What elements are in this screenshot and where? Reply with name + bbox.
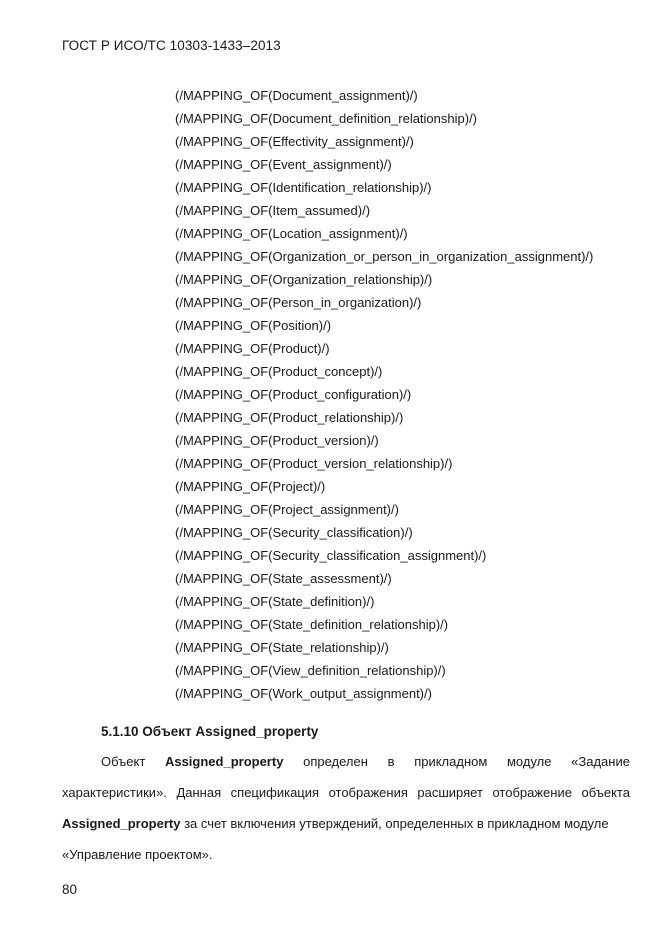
word: расширяет bbox=[417, 785, 483, 800]
mapping-item: (/MAPPING_OF(Product_version_relationship)/) bbox=[175, 456, 453, 471]
word: Объект bbox=[101, 754, 146, 769]
word: модуле bbox=[506, 754, 552, 769]
mapping-item: (/MAPPING_OF(Identification_relationship)/) bbox=[175, 180, 432, 195]
word: спецификация bbox=[230, 785, 320, 800]
word: в bbox=[387, 754, 395, 769]
mapping-item: (/MAPPING_OF(Project)/) bbox=[175, 479, 326, 494]
mapping-item: (/MAPPING_OF(Effectivity_assignment)/) bbox=[175, 134, 414, 149]
paragraph-line-2 bbox=[62, 785, 630, 800]
mapping-item: (/MAPPING_OF(Person_in_organization)/) bbox=[175, 295, 422, 310]
mapping-item: (/MAPPING_OF(Organization_relationship)/) bbox=[175, 272, 433, 287]
mapping-item: (/MAPPING_OF(Product_configuration)/) bbox=[175, 387, 412, 402]
section-heading: 5.1.10 Объект Assigned_property bbox=[101, 724, 319, 739]
paragraph-line-4: «Управление проектом». bbox=[62, 847, 213, 862]
page-header: ГОСТ Р ИСО/ТС 10303-1433–2013 bbox=[62, 38, 281, 53]
word: прикладном bbox=[414, 754, 488, 769]
page-number: 80 bbox=[62, 882, 78, 897]
mapping-item: (/MAPPING_OF(Project_assignment)/) bbox=[175, 502, 399, 517]
mapping-item: (/MAPPING_OF(Event_assignment)/) bbox=[175, 157, 392, 172]
mapping-item: (/MAPPING_OF(Security_classification)/) bbox=[175, 525, 413, 540]
mapping-item: (/MAPPING_OF(Document_assignment)/) bbox=[175, 88, 418, 103]
mapping-item: (/MAPPING_OF(Product_concept)/) bbox=[175, 364, 383, 379]
mapping-item: (/MAPPING_OF(Product_version)/) bbox=[175, 433, 379, 448]
mapping-list bbox=[175, 86, 593, 707]
mapping-item: (/MAPPING_OF(Item_assumed)/) bbox=[175, 203, 371, 218]
mapping-item: (/MAPPING_OF(State_assessment)/) bbox=[175, 571, 392, 586]
word: определен bbox=[303, 754, 368, 769]
mapping-item: (/MAPPING_OF(Organization_or_person_in_organization_assignment)/) bbox=[175, 249, 594, 264]
word: отображения bbox=[328, 785, 408, 800]
word: характеристики». bbox=[62, 785, 167, 800]
word: «Задание bbox=[571, 754, 630, 769]
mapping-item: (/MAPPING_OF(Product_relationship)/) bbox=[175, 410, 404, 425]
mapping-item: (/MAPPING_OF(Position)/) bbox=[175, 318, 332, 333]
paragraph-line-3 bbox=[62, 816, 630, 831]
mapping-item: (/MAPPING_OF(Work_output_assignment)/) bbox=[175, 686, 432, 701]
word: объекта bbox=[581, 785, 630, 800]
mapping-item: (/MAPPING_OF(Location_assignment)/) bbox=[175, 226, 408, 241]
entity-name: Assigned_property bbox=[164, 754, 284, 769]
mapping-item: (/MAPPING_OF(Product)/) bbox=[175, 341, 330, 356]
word: отображение bbox=[492, 785, 572, 800]
mapping-item: (/MAPPING_OF(Document_definition_relationship)/) bbox=[175, 111, 478, 126]
mapping-item: (/MAPPING_OF(View_definition_relationship)/) bbox=[175, 663, 446, 678]
mapping-item: (/MAPPING_OF(State_relationship)/) bbox=[175, 640, 389, 655]
entity-name: Assigned_property bbox=[62, 816, 181, 831]
word: Данная bbox=[176, 785, 222, 800]
mapping-item: (/MAPPING_OF(Security_classification_assignment)/) bbox=[175, 548, 487, 563]
paragraph-text: за счет включения утверждений, определенных в прикладном модуле bbox=[180, 816, 609, 831]
paragraph-line-1 bbox=[101, 754, 630, 769]
mapping-item: (/MAPPING_OF(State_definition)/) bbox=[175, 594, 375, 609]
mapping-item: (/MAPPING_OF(State_definition_relationship)/) bbox=[175, 617, 449, 632]
